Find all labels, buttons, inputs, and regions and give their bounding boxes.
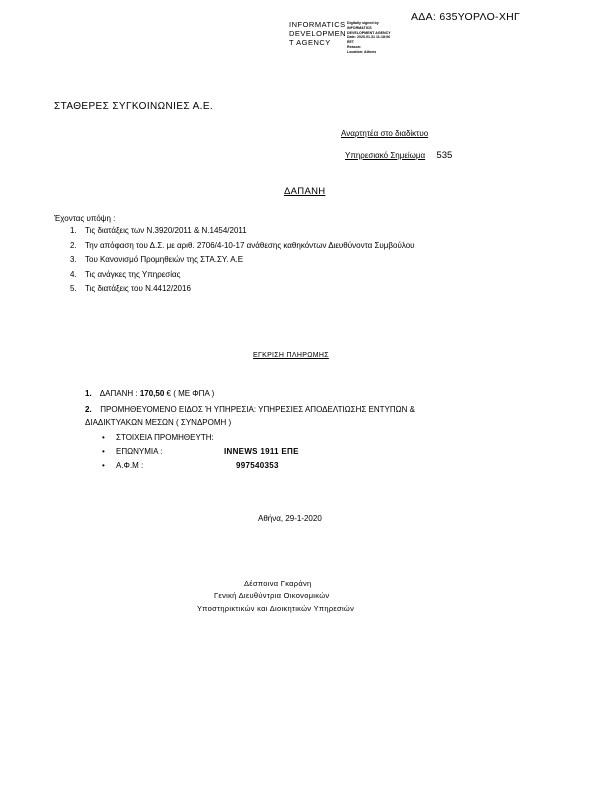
supplier-name-label: ΕΠΩΝΥΜΙΑ : bbox=[116, 447, 163, 456]
bullet-icon: • bbox=[102, 447, 105, 456]
signatory-department: Υποστηρικτικών και Διοικητικών Υπηρεσιών bbox=[197, 604, 355, 613]
ada-code: ΑΔΑ: 635ΥΟΡΛΟ-ΧΗΓ bbox=[411, 11, 521, 23]
organization-name: ΣΤΑΘΕΡΕΣ ΣΥΓΚΟΙΝΩΝΙΕΣ Α.Ε. bbox=[54, 101, 214, 112]
stamp-detail: Location: Athens bbox=[347, 49, 377, 54]
signatory-name: Δέσποινα Γκαράνη bbox=[244, 579, 312, 588]
item-text: Την απόφαση του Δ.Σ. με αριθ. 2706/4-10-17 ανάθεσης καθηκόντων Διευθύνοντα Συμβούλου bbox=[85, 240, 415, 250]
item-text: Τις διατάξεις των Ν.3920/2011 & Ν.1454/2011 bbox=[85, 226, 247, 235]
stamp-detail: EET bbox=[347, 40, 354, 45]
supplier-afm-value: 997540353 bbox=[236, 461, 279, 470]
approval-heading: ΕΓΚΡΙΣΗ ΠΛΗΡΩΜΗΣ bbox=[253, 352, 329, 359]
item-number: 3. bbox=[70, 255, 77, 264]
list-item bbox=[70, 253, 415, 268]
expense-amount: 170,50 bbox=[139, 389, 165, 398]
product-number: 2. bbox=[85, 405, 92, 414]
list-item bbox=[70, 239, 415, 254]
stamp-detail: Reason: bbox=[347, 44, 362, 49]
product-text: ΠΡΟΜΗΘΕΥΟΜΕΝΟ ΕΙΔΟΣ Ή ΥΠΗΡΕΣΙΑ: ΥΠΗΡΕΣΙΕΣ ΑΠΟΔΕΛΤΙΩΣΗΣ ΕΝΤΥΠΩΝ & bbox=[100, 405, 415, 414]
supplier-afm-label: Α.Φ.Μ : bbox=[116, 461, 144, 470]
signature-stamp-logo bbox=[289, 20, 346, 47]
expense-suffix: € ( ΜΕ ΦΠΑ ) bbox=[166, 389, 215, 398]
stamp-detail: DEVELOPMENT AGENCY bbox=[347, 30, 391, 35]
logo-line: INFORMATICS bbox=[289, 20, 346, 29]
stamp-detail: Date: 2020.01.31 11:18:06 bbox=[347, 35, 391, 40]
item-number: 5. bbox=[70, 284, 77, 293]
supplier-heading bbox=[102, 433, 214, 442]
stamp-detail: INFORMATICS bbox=[347, 25, 372, 30]
logo-line: T AGENCY bbox=[289, 38, 331, 47]
expense-number: 1. bbox=[85, 389, 92, 398]
expense-label: ΔΑΠΑΝΗ : bbox=[99, 389, 138, 398]
posting-note: Αναρτητέα στο διαδίκτυο bbox=[341, 129, 429, 138]
page-title: ΔΑΠΑΝΗ bbox=[284, 186, 326, 197]
supplier-heading-text: ΣΤΟΙΧΕΙΑ ΠΡΟΜΗΘΕΥΤΗ: bbox=[116, 433, 214, 442]
list-item bbox=[70, 224, 415, 239]
item-number: 1. bbox=[70, 226, 77, 235]
product-line bbox=[85, 405, 415, 414]
document-date: Αθήνα, 29-1-2020 bbox=[258, 514, 322, 523]
bullet-icon: • bbox=[102, 433, 105, 442]
considerations-list bbox=[70, 224, 415, 297]
item-number: 2. bbox=[70, 240, 77, 250]
item-number: 4. bbox=[70, 269, 77, 279]
document-reference bbox=[345, 150, 452, 161]
signature-stamp-details bbox=[347, 21, 391, 55]
supplier-name-row bbox=[102, 447, 162, 456]
supplier-afm-row bbox=[102, 461, 143, 470]
item-text: Τις ανάγκες της Υπηρεσίας bbox=[85, 269, 181, 279]
item-text: Του Κανονισμό Προμηθειών της ΣΤΑ.ΣΥ. Α.Ε bbox=[85, 255, 244, 264]
considerations-heading: Έχοντας υπόψη : bbox=[54, 214, 116, 223]
bullet-icon: • bbox=[102, 461, 105, 470]
signatory-role: Γενική Διευθύντρια Οικονομικών bbox=[214, 591, 330, 600]
stamp-detail: Digitally signed by bbox=[347, 21, 379, 25]
document-label: Υπηρεσιακό Σημείωμα bbox=[345, 151, 426, 160]
list-item bbox=[70, 268, 415, 283]
document-number: 535 bbox=[436, 150, 453, 161]
expense-line bbox=[85, 389, 214, 398]
supplier-name-value: INNEWS 1911 ΕΠΕ bbox=[224, 447, 299, 456]
logo-line: DEVELOPMEN bbox=[289, 29, 347, 38]
item-text: Τις διατάξεις του Ν.4412/2016 bbox=[85, 284, 191, 293]
product-line-continued: ΔΙΑΔΙΚΤΥΑΚΩΝ ΜΕΣΩΝ ( ΣΥΝΔΡΟΜΗ ) bbox=[85, 418, 232, 427]
list-item bbox=[70, 282, 415, 297]
